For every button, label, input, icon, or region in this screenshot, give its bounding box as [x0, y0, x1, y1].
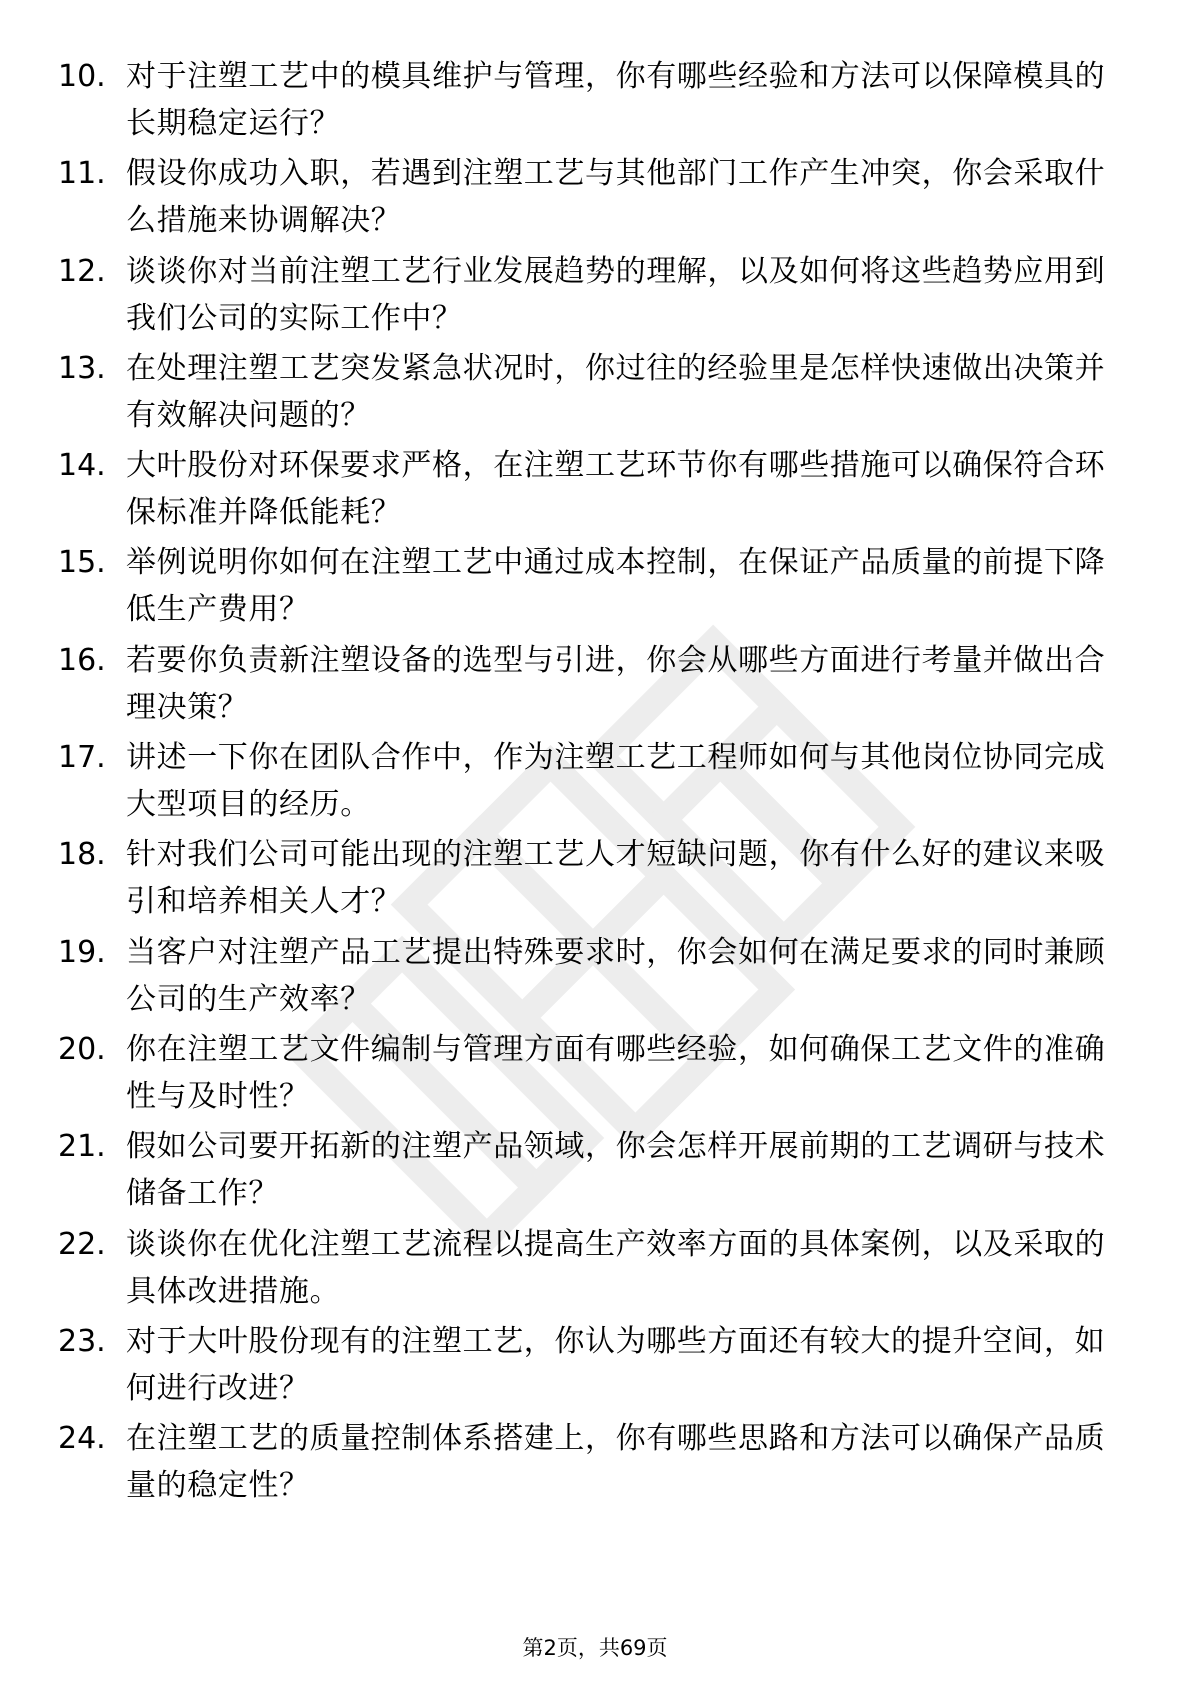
question-text: 谈谈你对当前注塑工艺行业发展趋势的理解，以及如何将这些趋势应用到我们公司的实际工作中？	[126, 253, 1106, 336]
question-text: 假如公司要开拓新的注塑产品领域，你会怎样开展前期的工艺调研与技术储备工作？	[126, 1129, 1106, 1212]
question-item	[58, 1318, 1118, 1415]
question-text: 在处理注塑工艺突发紧急状况时，你过往的经验里是怎样快速做出决策并有效解决问题的？	[126, 350, 1106, 433]
question-item	[58, 442, 1118, 539]
page-number-label: 第2页，共69页	[522, 1636, 668, 1660]
question-text: 在注塑工艺的质量控制体系搭建上，你有哪些思路和方法可以确保产品质量的稳定性？	[126, 1421, 1106, 1504]
question-item	[58, 1221, 1118, 1318]
question-text: 假设你成功入职，若遇到注塑工艺与其他部门工作产生冲突，你会采取什么措施来协调解决？	[126, 156, 1106, 239]
question-number: 23.	[58, 1323, 106, 1359]
question-text: 若要你负责新注塑设备的选型与引进，你会从哪些方面进行考量并做出合理决策？	[126, 642, 1106, 725]
question-item	[58, 1123, 1118, 1220]
question-number: 11.	[58, 156, 106, 192]
question-item	[58, 929, 1118, 1026]
question-number: 20.	[58, 1031, 106, 1067]
question-item	[58, 248, 1118, 345]
question-number: 24.	[58, 1421, 106, 1457]
question-item	[58, 831, 1118, 928]
question-text: 举例说明你如何在注塑工艺中通过成本控制，在保证产品质量的前提下降低生产费用？	[126, 545, 1106, 628]
question-item	[58, 150, 1118, 247]
question-number: 16.	[58, 642, 106, 678]
question-text: 针对我们公司可能出现的注塑工艺人才短缺问题，你有什么好的建议来吸引和培养相关人才？	[126, 837, 1106, 920]
question-number: 12.	[58, 253, 106, 289]
question-text: 当客户对注塑产品工艺提出特殊要求时，你会如何在满足要求的同时兼顾公司的生产效率？	[126, 934, 1106, 1017]
question-text: 讲述一下你在团队合作中，作为注塑工艺工程师如何与其他岗位协同完成大型项目的经历。	[126, 740, 1106, 823]
question-number: 22.	[58, 1226, 106, 1262]
question-item	[58, 345, 1118, 442]
question-item	[58, 1026, 1118, 1123]
page-footer	[0, 1634, 1190, 1662]
question-text: 谈谈你在优化注塑工艺流程以提高生产效率方面的具体案例，以及采取的具体改进措施。	[126, 1226, 1106, 1309]
question-number: 19.	[58, 934, 106, 970]
question-item	[58, 637, 1118, 734]
question-text: 你在注塑工艺文件编制与管理方面有哪些经验，如何确保工艺文件的准确性与及时性？	[126, 1031, 1106, 1114]
question-item	[58, 734, 1118, 831]
question-number: 14.	[58, 448, 106, 484]
question-number: 21.	[58, 1129, 106, 1165]
question-number: 18.	[58, 837, 106, 873]
question-number: 13.	[58, 350, 106, 386]
question-text: 对于注塑工艺中的模具维护与管理，你有哪些经验和方法可以保障模具的长期稳定运行？	[126, 59, 1106, 141]
question-item	[58, 1415, 1118, 1512]
question-text: 对于大叶股份现有的注塑工艺，你认为哪些方面还有较大的提升空间，如何进行改进？	[126, 1323, 1106, 1406]
question-text: 大叶股份对环保要求严格，在注塑工艺环节你有哪些措施可以确保符合环保标准并降低能耗？	[126, 448, 1106, 531]
question-number: 17.	[58, 740, 106, 776]
question-item	[58, 53, 1118, 150]
question-number: 15.	[58, 545, 106, 581]
question-number: 10.	[58, 59, 106, 94]
question-list	[58, 53, 1118, 1512]
question-item	[58, 539, 1118, 636]
